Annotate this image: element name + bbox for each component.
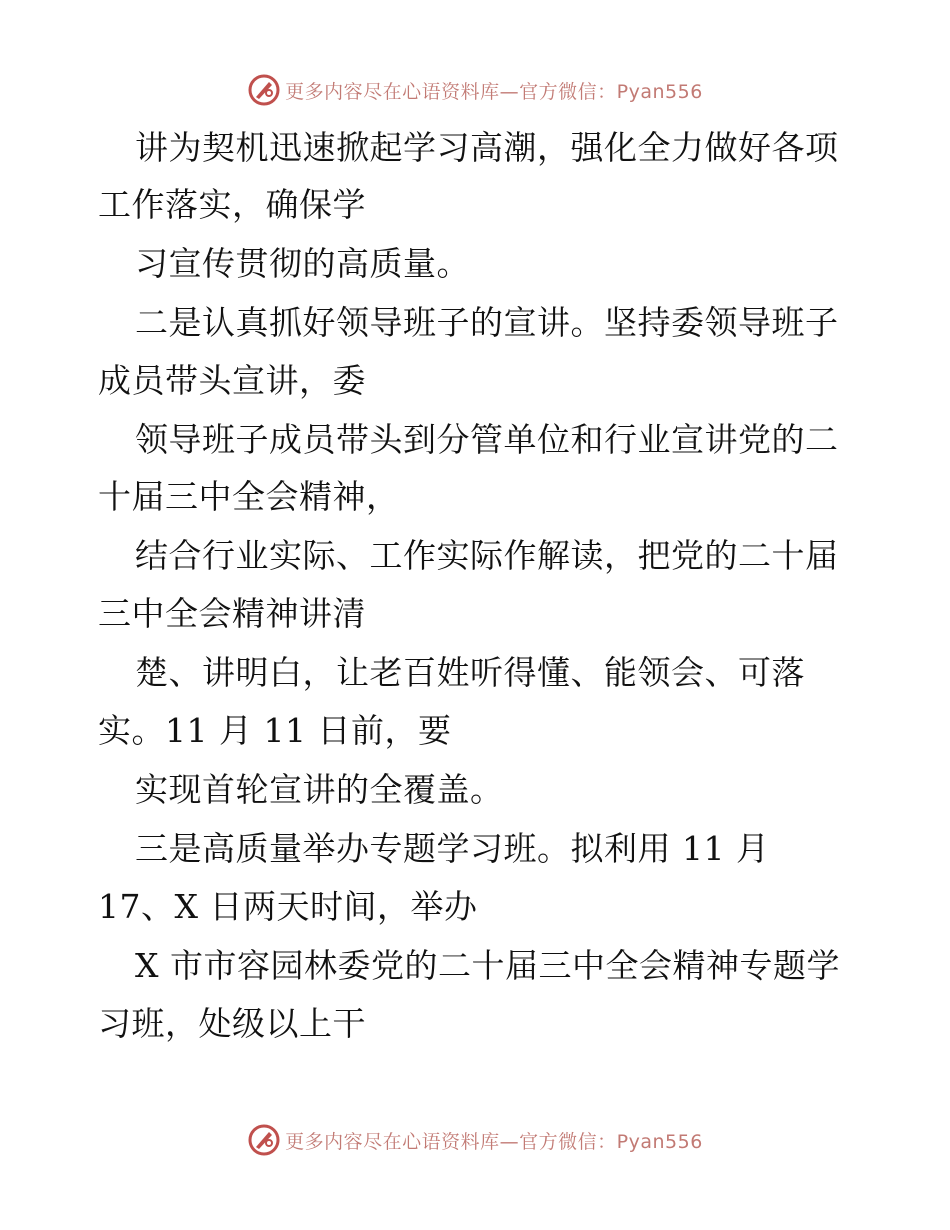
header-watermark-banner xyxy=(0,70,950,110)
body-line: 习宣传贯彻的高质量。 xyxy=(135,244,470,283)
body-line: 二是认真抓好领导班子的宣讲。坚持委领导班子 xyxy=(135,303,839,342)
footer-watermark-label: 更多内容尽在心语资料库—官方微信： xyxy=(285,1130,617,1153)
header-watermark-text xyxy=(285,77,703,104)
footer-watermark-text xyxy=(285,1127,703,1154)
body-line: 实现首轮宣讲的全覆盖。 xyxy=(135,770,504,809)
body-line: 工作落实，确保学 xyxy=(98,185,366,224)
brand-logo-icon xyxy=(247,73,281,107)
footer-watermark-banner xyxy=(0,1120,950,1160)
body-line: 三是高质量举办专题学习班。拟利用 11 月 xyxy=(135,829,770,868)
body-line: 十届三中全会精神， xyxy=(98,477,400,516)
body-line: 习班，处级以上干 xyxy=(98,1004,366,1043)
body-line: 三中全会精神讲清 xyxy=(98,594,366,633)
body-line: 讲为契机迅速掀起学习高潮，强化全力做好各项 xyxy=(135,128,839,167)
body-line: 成员带头宣讲，委 xyxy=(98,361,366,400)
footer-watermark-handle: Pyan556 xyxy=(616,1130,703,1153)
body-line: 17、X 日两天时间，举办 xyxy=(98,887,478,926)
body-line: 实。11 月 11 日前，要 xyxy=(98,711,452,750)
header-watermark-label: 更多内容尽在心语资料库—官方微信： xyxy=(285,80,617,103)
brand-logo-icon xyxy=(247,1123,281,1157)
header-watermark-handle: Pyan556 xyxy=(616,80,703,103)
body-line: 楚、讲明白，让老百姓听得懂、能领会、可落 xyxy=(135,653,805,692)
body-line: 结合行业实际、工作实际作解读，把党的二十届 xyxy=(135,536,839,575)
body-line: 领导班子成员带头到分管单位和行业宣讲党的二 xyxy=(135,420,839,459)
body-line: X 市市容园林委党的二十届三中全会精神专题学 xyxy=(135,946,840,985)
